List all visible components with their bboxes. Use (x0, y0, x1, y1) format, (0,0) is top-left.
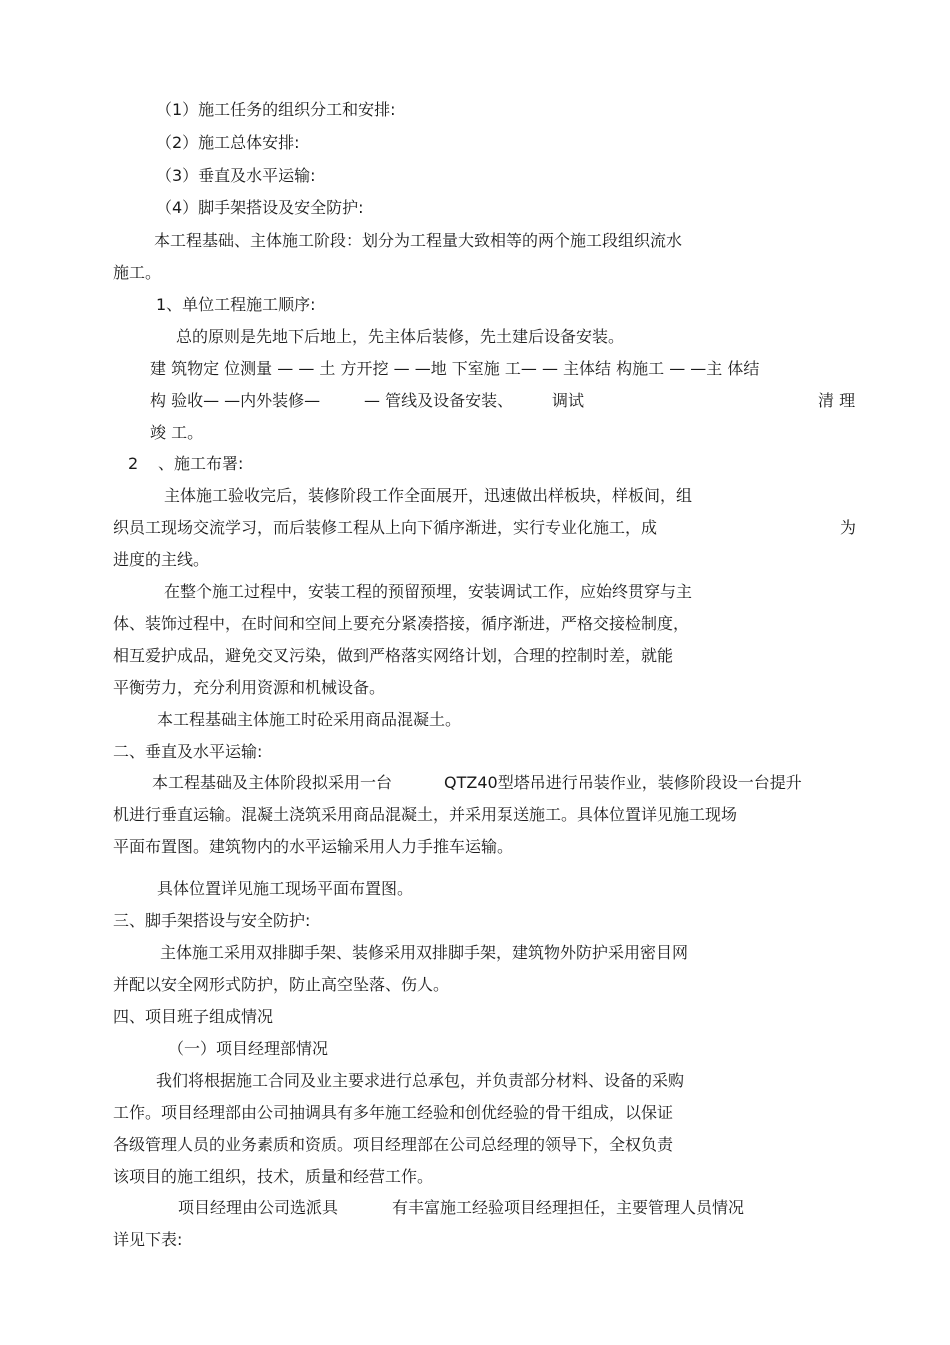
text-segment: 有丰富施工经验项目经理担任，主要管理人员情况 (392, 1198, 745, 1217)
text-line: 主体施工采用双排脚手架、装修采用双排脚手架，建筑物外防护采用密目网 (160, 943, 689, 962)
text-line: 平面布置图。建筑物内的水平运输采用人力手推车运输。 (113, 837, 514, 856)
subsection-heading: （一）项目经理部情况 (168, 1039, 329, 1058)
text-line: （1）施工任务的组织分工和安排: (156, 100, 396, 119)
text-segment: 构 验收— —内外装修— (150, 391, 321, 410)
text-line: 工作。项目经理部由公司抽调具有多年施工经验和创优经验的骨干组成，以保证 (113, 1103, 674, 1122)
text-line: 机进行垂直运输。混凝土浇筑采用商品混凝土，并采用泵送施工。具体位置详见施工现场 (113, 805, 738, 824)
text-row (0, 517, 950, 539)
text-line: （3）垂直及水平运输: (156, 166, 316, 185)
text-line: 我们将根据施工合同及业主要求进行总承包，并负责部分材料、设备的采购 (156, 1071, 685, 1090)
text-line: 本工程基础、主体施工阶段：划分为工程量大致相等的两个施工段组织流水 (154, 231, 683, 250)
text-segment: 清 理 (818, 391, 856, 410)
text-line: 详见下表: (113, 1230, 183, 1249)
text-row (0, 772, 950, 794)
text-line: （2）施工总体安排: (156, 133, 300, 152)
text-line: 本工程基础主体施工时砼采用商品混凝土。 (157, 710, 462, 729)
text-segment: — 管线及设备安装、 (364, 391, 514, 410)
section-heading: 二、垂直及水平运输: (113, 742, 263, 761)
text-line: 建 筑物定 位测量 — — 土 方开挖 — —地 下室施 工— — 主体结 构施工 — —主 体结 (150, 359, 760, 378)
text-line: 具体位置详见施工现场平面布置图。 (157, 879, 414, 898)
text-line: 并配以安全网形式防护，防止高空坠落、伤人。 (113, 975, 450, 994)
text-row (0, 1197, 950, 1219)
text-line: 平衡劳力，充分利用资源和机械设备。 (113, 678, 386, 697)
text-line: 竣 工。 (150, 423, 204, 442)
section-heading: 三、脚手架搭设与安全防护: (113, 911, 311, 930)
section-heading: 四、项目班子组成情况 (113, 1007, 274, 1026)
text-line: 总的原则是先地下后地上，先主体后装修，先土建后设备安装。 (176, 327, 625, 346)
text-line: 各级管理人员的业务素质和资质。项目经理部在公司总经理的领导下，全权负责 (113, 1135, 674, 1154)
text-segment: QTZ40型塔吊进行吊装作业，装修阶段设一台提升 (444, 773, 802, 792)
text-line: 进度的主线。 (113, 550, 210, 569)
heading-row (0, 453, 950, 475)
text-line: 体、装饰过程中，在时间和空间上要充分紧凑搭接，循序渐进，严格交接检制度， (113, 614, 690, 633)
text-line: （4）脚手架搭设及安全防护: (156, 198, 364, 217)
text-line: 相互爱护成品，避免交叉污染，做到严格落实网络计划，合理的控制时差，就能 (113, 646, 674, 665)
text-line: 主体施工验收完后，装修阶段工作全面展开，迅速做出样板块，样板间，组 (164, 486, 693, 505)
heading-text: 、施工布署: (158, 454, 244, 473)
text-segment: 织员工现场交流学习，而后装修工程从上向下循序渐进，实行专业化施工，成 (113, 518, 658, 537)
sequence-row (0, 390, 950, 412)
text-line: 该项目的施工组织，技术，质量和经营工作。 (113, 1167, 434, 1186)
text-segment: 为 (840, 518, 857, 537)
text-line: 在整个施工过程中，安装工程的预留预埋，安装调试工作，应始终贯穿与主 (164, 582, 693, 601)
heading-number: 2 (128, 454, 139, 473)
text-line: 施工。 (113, 263, 162, 282)
text-segment: 项目经理由公司选派具 (178, 1198, 339, 1217)
text-segment: 本工程基础及主体阶段拟采用一台 (152, 773, 393, 792)
text-segment: 调试 (552, 391, 585, 410)
text-line: 1、单位工程施工顺序: (156, 295, 316, 314)
